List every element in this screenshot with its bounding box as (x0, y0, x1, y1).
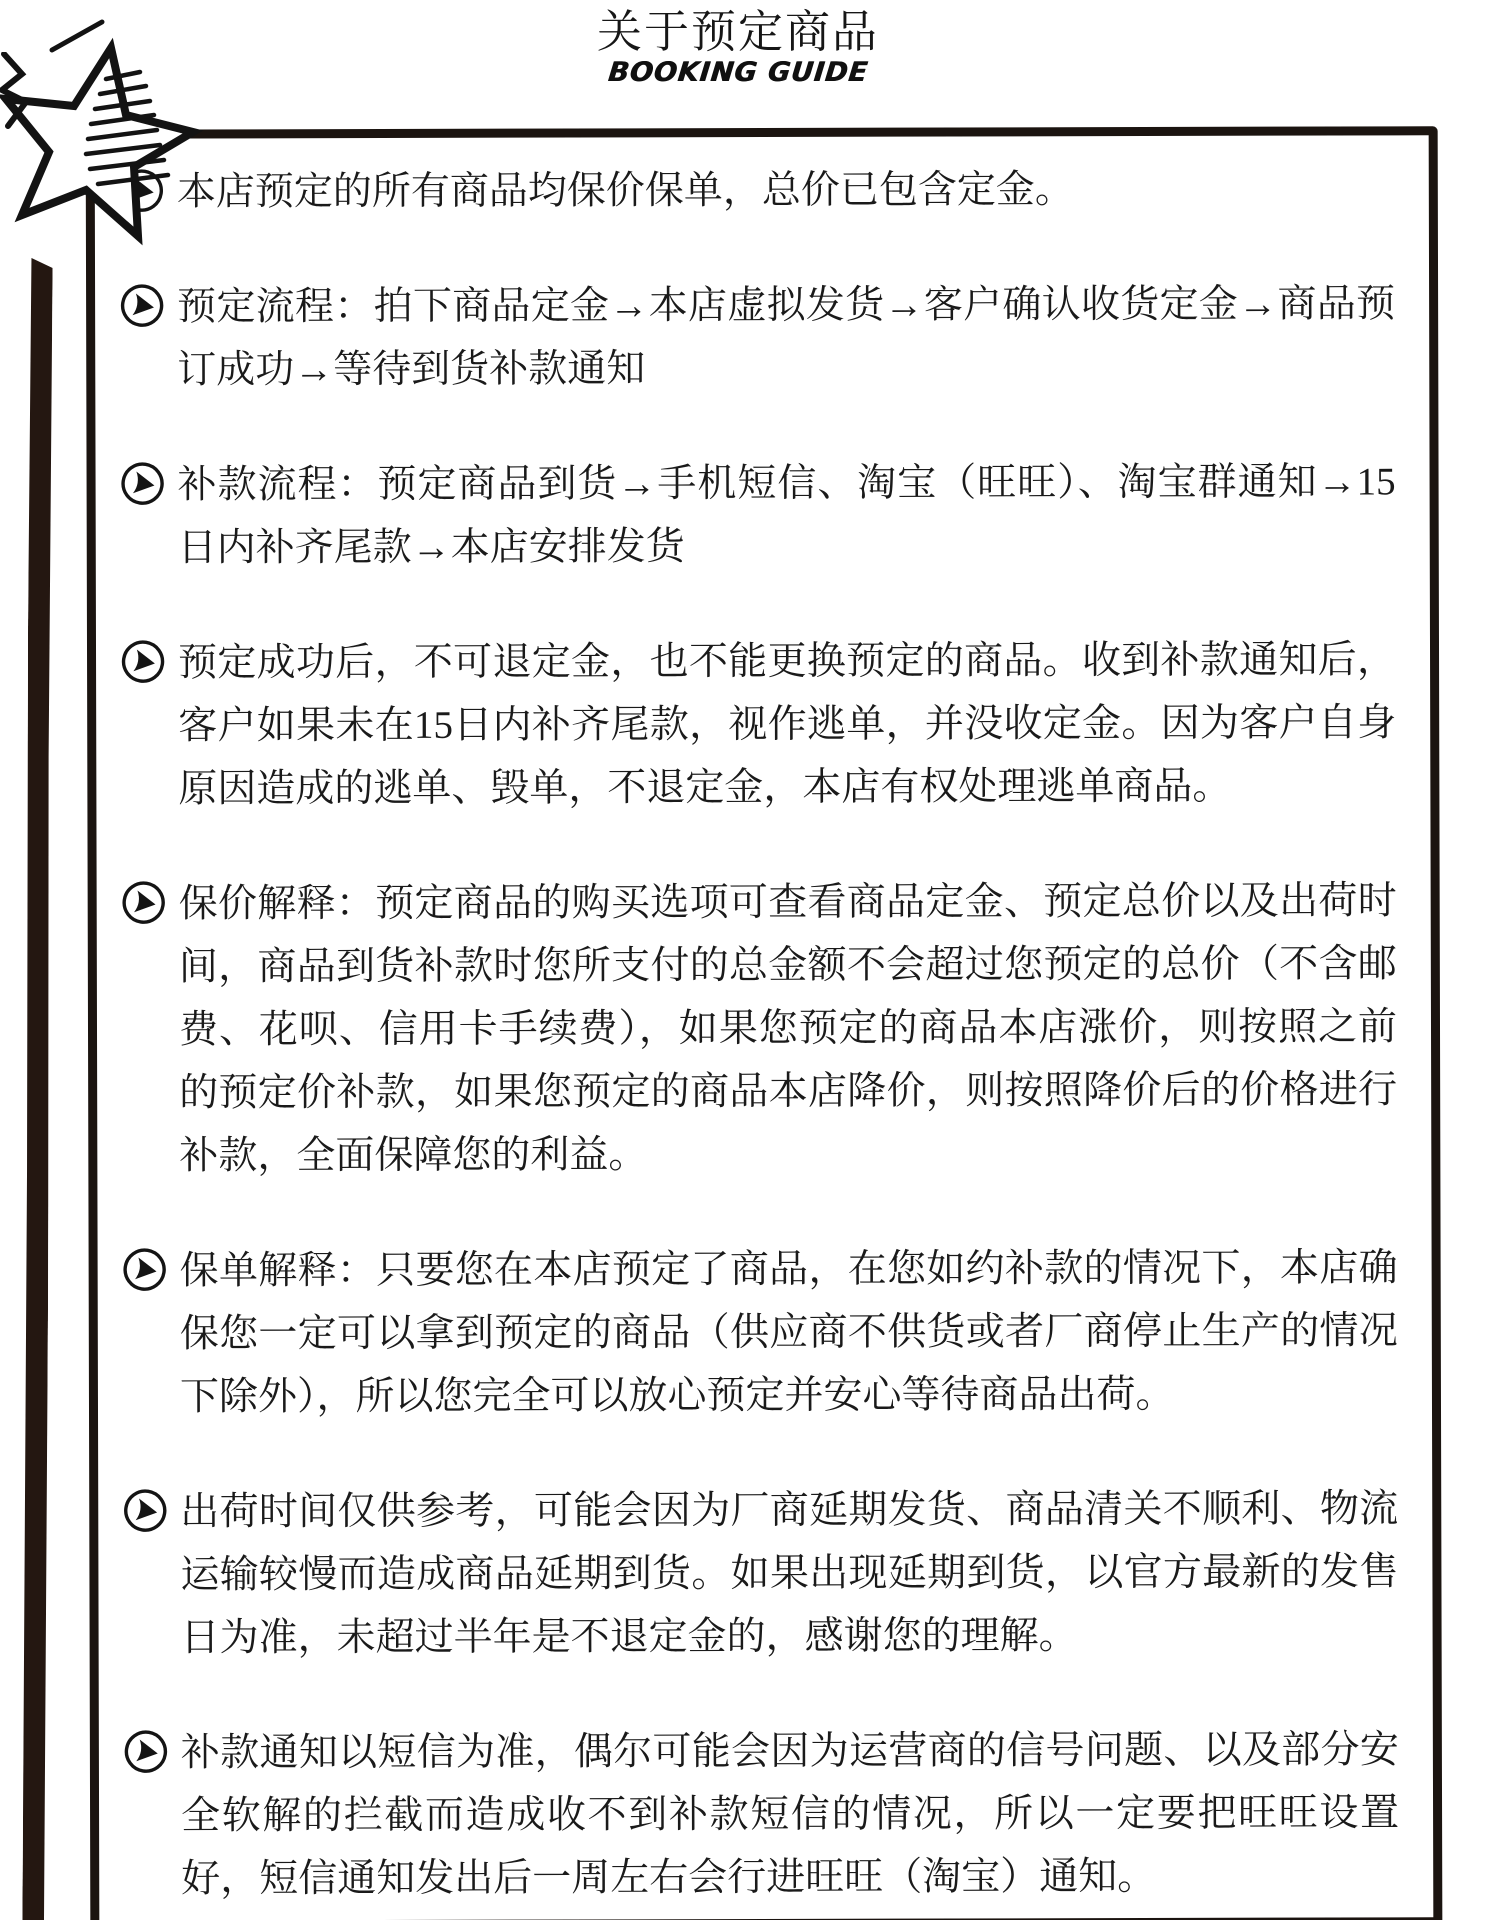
rule-text: 保单解释：只要您在本店预定了商品，在您如约补款的情况下，本店确保您一定可以拿到预定的商品（供应商不供货或者厂商停止生产的情况下除外），所以您完全可以放心预定并安心等待商品出荷。 (179, 1246, 1398, 1419)
rule-item (123, 1718, 1399, 1910)
page-subtitle: BOOKING GUIDE (606, 57, 870, 88)
page-title: 关于预定商品 (596, 7, 879, 57)
circled-arrow-right-icon (116, 457, 169, 510)
partial-star-icon (0, 52, 34, 132)
rule-item (120, 628, 1396, 820)
rule-text: 补款流程：预定商品到货→手机短信、淘宝（旺旺）、淘宝群通知→15日内补齐尾款→本店安排发货 (177, 460, 1396, 570)
rules-panel (86, 126, 1443, 1920)
circled-arrow-right-icon (120, 1725, 173, 1778)
circled-arrow-right-icon (119, 1484, 172, 1537)
rules-list (95, 135, 1434, 1910)
rule-text: 保价解释：预定商品的购买选项可查看商品定金、预定总价以及出荷时间，商品到货补款时您所支付的总金额不会超过您预定的总价（不含邮费、花呗、信用卡手续费），如果您预定的商品本店涨价，则按照之前的预定价补款，如果您预定的商品本店降价，则按照降价后的价格进行补款，全面保障您的利益。 (178, 879, 1398, 1178)
rule-item (119, 157, 1395, 223)
rule-item (122, 1236, 1398, 1428)
rule-item (119, 450, 1395, 579)
rule-text: 补款通知以短信为准，偶尔可能会因为运营商的信号问题、以及部分安全软解的拦截而造成收不到补款短信的情况，所以一定要把旺旺设置好，短信通知发出后一周左右会行进旺旺（淘宝）通知。 (180, 1728, 1400, 1901)
rule-text: 本店预定的所有商品均保价保单，总价已包含定金。 (176, 168, 1074, 214)
circled-arrow-right-icon (118, 1243, 171, 1296)
circled-arrow-right-icon (116, 279, 169, 332)
circled-arrow-right-icon (117, 876, 170, 929)
rule-text: 预定流程：拍下商品定金→本店虚拟发货→客户确认收货定金→商品预订成功→等待到货补款通知 (177, 282, 1396, 392)
left-edge-stroke (22, 258, 52, 1920)
rule-item (122, 1477, 1398, 1669)
rule-text: 预定成功后，不可退定金，也不能更换预定的商品。收到补款通知后，客户如果未在15日内补齐尾款，视作逃单，并没收定金。因为客户自身原因造成的逃单、毁单，不退定金，本店有权处理逃单商品。 (177, 638, 1397, 811)
rule-text: 出荷时间仅供参考，可能会因为厂商延期发货、商品清关不顺利、物流运输较慢而造成商品延期到货。如果出现延期到货，以官方最新的发售日为准，未超过半年是不退定金的，感谢您的理解。 (180, 1487, 1399, 1660)
rule-item (121, 869, 1398, 1187)
rule-item (119, 272, 1395, 401)
circled-arrow-right-icon (117, 635, 170, 688)
